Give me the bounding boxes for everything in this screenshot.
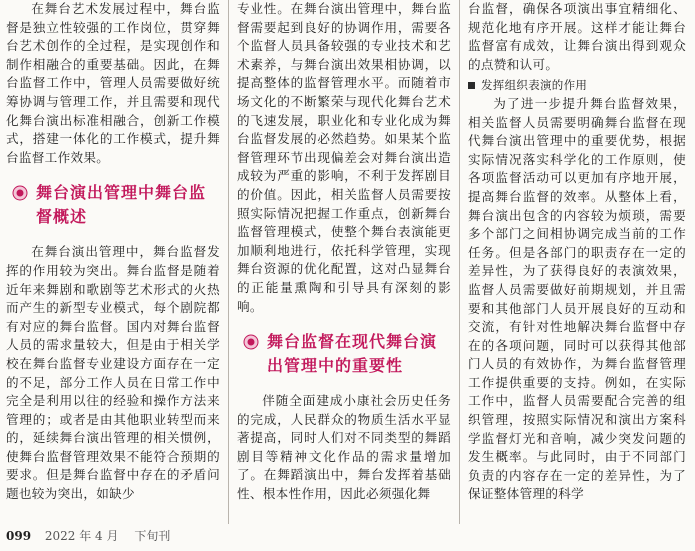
concentric-circle-bullet-icon [243,334,259,350]
section-heading-text: 舞台演出管理中舞台监督概述 [36,183,207,227]
section-heading-text: 舞台监督在现代舞台演出管理中的重要性 [267,332,438,376]
page-footer [6,528,170,544]
subsection-heading [468,76,686,95]
article-column-2 [237,0,451,504]
paragraph: 为了进一步提升舞台监督效果，相关监督人员需要明确舞台监督在现代舞台演出管理中的重要优势，根据实际情况落实科学化的工作原则，使各项监督活动可以更加有序地开展，提高舞台监督的效率。从整体上看，舞台演出包含的内容较为烦琐，需要多个部门之间相协调完成当前的工作任务。但是各部门的职责存在一定的差异性，为了获得良好的表演效果，监督人员需要做好前期规划，并且需要和其他部门人员开展良好的互动和交流，有针对性地解决舞台监督中存在的各项问题，同时可以获得其他部门人员的有效协作，为舞台监督管理工作提供重要的支持。例如，在实际工作中，监督人员需要配合完善的组织管理，按照实际情况和演出方案科学监督灯光和音响，减少突发问题的发生概率。与此同时，由于不同部门负责的内容存在一定的差异性，为了保证整体管理的科学 [468,95,686,502]
page-number: 099 [6,529,32,543]
paragraph: 专业性。在舞台演出管理中，舞台监督需要起到良好的协调作用，需要各个监督人员具备较强的专业技术和艺术素养，与舞台演出效果相协调，以提高整体的监督管理水平。而随着市场文化的不断繁荣与现代化舞台艺术的飞速发展，职业化和专业化成为舞台监督发展的必然趋势。如果某个监督管理环节出现偏差会对舞台演出造成较为严重的影响，不利于发挥剧目的价值。因此，相关监督人员需要按照实际情况把握工作重点，创新舞台监督管理模式，使整个舞台表演能更加顺利地进行，依托科学管理，实现舞台资源的优化配置，这对凸显舞台的正能量熏陶和引导具有深刻的影响。 [237,1,451,314]
paragraph: 在舞台演出管理中，舞台监督发挥的作用较为突出。舞台监督是随着近年来舞剧和歌剧等艺术形式的火热而产生的新型专业模式，每个剧院都有对应的舞台监督。国内对舞台监督人员的需求量较大，但是由于相关学校在舞台监督专业建设方面存在一定的不足，部分工作人员在日常工作中完全是利用以往的经验和操作方法来管理的；或者是由其他职业转型而来的，延续舞台演出管理的相关惯例，使舞台监督管理效果不能符合预期的要求。但是舞台监督中存在的矛盾问题也较为突出，如缺少 [6,244,220,502]
subsection-heading-text: 发挥组织表演的作用 [481,78,588,93]
black-square-bullet-icon [468,82,475,89]
article-column-1 [6,0,220,504]
paragraph: 在舞台艺术发展过程中，舞台监督是独立性较强的工作岗位，贯穿舞台艺术创作的全过程，是实现创作和制作相融合的重要基础。因此，在舞台监督工作中，管理人员需要做好统筹协调与管理工作，并且需要和现代化舞台演出标准相融合，创新工作模式，搭建一体化的工作模式，提升舞台监督工作效果。 [6,1,220,165]
column-divider [459,0,460,524]
issue-date: 2022 年 4 月 [44,529,119,543]
section-heading [237,330,451,378]
paragraph: 台监督，确保各项演出事宜精细化、规范化地有序开展。这样才能让舞台监督富有成效，让舞台演出得到观众的点赞和认可。 [468,1,686,72]
issue-period: 下旬刊 [134,529,171,543]
concentric-circle-bullet-icon [12,185,28,201]
paragraph: 伴随全面建成小康社会历史任务的完成，人民群众的物质生活水平显著提高，同时人们对不同类型的舞蹈剧目等精神文化作品的需求量增加了。在舞蹈演出中，舞台发挥着基础性、根本性作用，因此必须强化舞 [237,393,451,502]
column-divider [228,0,229,524]
article-column-3 [468,0,686,504]
section-heading [6,181,220,229]
